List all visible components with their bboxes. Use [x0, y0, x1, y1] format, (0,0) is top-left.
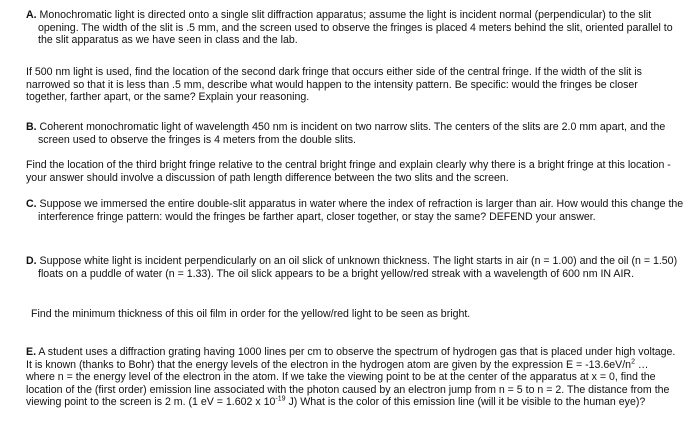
problem-b-statement [26, 121, 688, 146]
problem-a-question: If 500 nm light is used, find the location of the second dark fringe that occurs either side of the central fringe. If the width of the slit is narrowed so that it is less than .5 mm, describe what would happen to the intensity pattern. Be specific: would the fringes be closer together, farther apart, or the same? Explain your reasoning. [26, 66, 642, 104]
problem-e-text-3: J) What is the color of this emission line (will it be visible to the human eye)? [285, 396, 646, 409]
problem-e-statement [26, 346, 676, 409]
problem-b-question: Find the location of the third bright fringe relative to the central bright fringe and explain clearly why there is a bright fringe at this location - your answer should involve a discussion of path length difference between the two slits and the screen. [26, 159, 671, 184]
problem-c-text: Suppose we immersed the entire double-slit apparatus in water where the index of refraction is larger than air. How would this change the interference fringe pattern: would the fringes be farther apart, closer together, or stay the same? DEFEND your answer. [38, 198, 684, 223]
problem-a-text: Monochromatic light is directed onto a single slit diffraction apparatus; assume the light is incident normal (perpendicular) to the slit opening. The width of the slit is .5 mm, and the screen used to observe the fringes is placed 4 meters behind the slit, oriented parallel to the slit apparatus as we have seen in class and the lab. [38, 9, 673, 47]
problem-c-letter: C. [26, 198, 37, 210]
problem-e-letter: E. [26, 346, 37, 358]
problem-b-text: Coherent monochromatic light of wavelength 450 nm is incident on two narrow slits. The centers of the slits are 2.0 mm apart, and the screen used to observe the fringes is 4 meters from the double slits. [38, 121, 666, 146]
problem-d-statement [26, 255, 688, 280]
problem-e-exponent-1: 2 [631, 358, 635, 366]
problem-e-text-1: A student uses a diffraction grating having 1000 lines per cm to observe the spectrum of hydrogen gas that is placed under high voltage. It is known (thanks to Bohr) that the energy levels of the electron in the hydrogen atom are given by the expression E = -13.6eV/n [26, 346, 676, 371]
problem-a-letter: A. [26, 9, 37, 21]
problem-c-statement [26, 198, 688, 223]
problem-e-exponent-2: -19 [275, 395, 286, 403]
problem-d-text: Suppose white light is incident perpendicularly on an oil slick of unknown thickness. The light starts in air (n = 1.00) and the oil (n = 1.50) floats on a puddle of water (n = 1.33). The oil slick appears to be a bright yellow/red streak with a wavelength of 600 nm IN AIR. [38, 255, 678, 280]
problem-d-question: Find the minimum thickness of this oil film in order for the yellow/red light to be seen as bright. [31, 308, 471, 320]
problem-b-letter: B. [26, 121, 37, 133]
problem-d-letter: D. [26, 255, 37, 267]
problem-e-text-2: …where n = the energy level of the electron in the atom. If we take the viewing point to be at the center of the apparatus at x = 0, find the location of the (first order) emission line associated with the photon caused by an electron jump from n = 5 to n = 2. The distance from the viewing point to the screen is 2 m. (1 eV = 1.602 x 10 [26, 358, 670, 409]
problem-a-statement [26, 9, 688, 47]
